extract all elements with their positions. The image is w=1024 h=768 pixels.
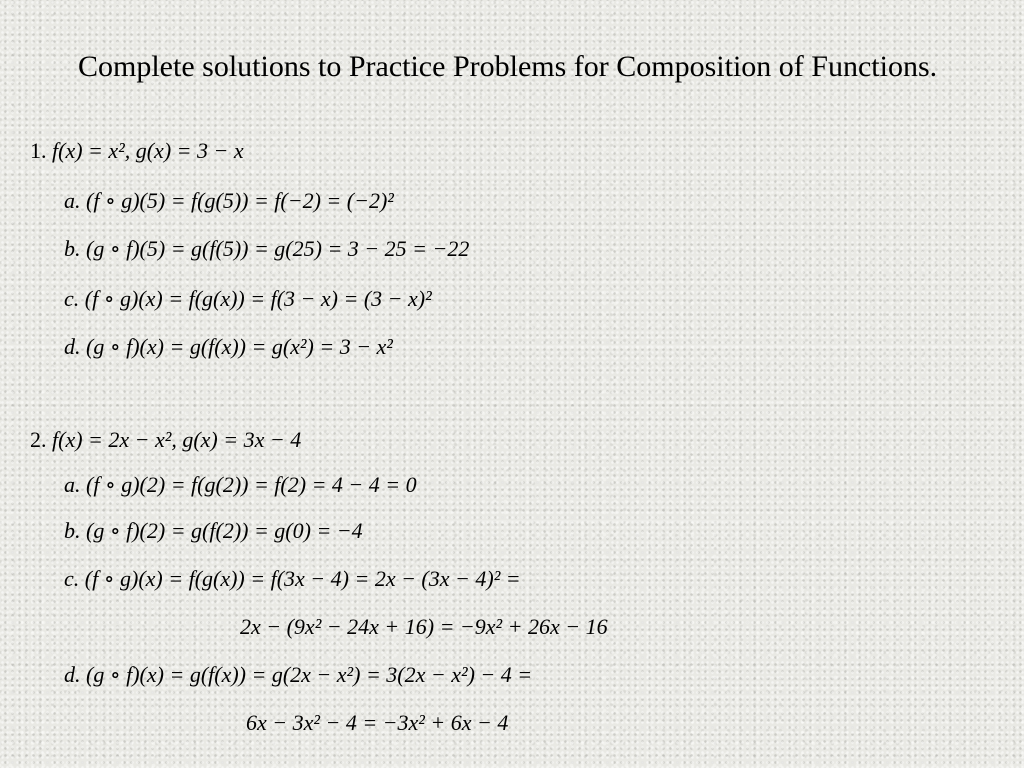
problem-number: 1. [30,138,47,163]
step-expression: (f ∘ g)(x) = f(g(x)) = f(3 − x) = (3 − x)² [84,286,432,311]
problem-2-step-b [64,516,363,546]
given-functions: f(x) = 2x − x², g(x) = 3x − 4 [52,427,302,452]
given-functions: f(x) = x², g(x) = 3 − x [52,138,244,163]
problem-2-step-c-continuation [240,612,608,642]
problem-2-step-d-continuation [246,708,508,738]
problem-1-given [30,136,244,166]
step-continuation: 2x − (9x² − 24x + 16) = −9x² + 26x − 16 [240,614,608,639]
problem-1-step-a [64,186,394,216]
step-expression: (g ∘ f)(x) = g(f(x)) = g(x²) = 3 − x² [86,334,393,359]
step-label: b. [64,518,81,543]
step-continuation: 6x − 3x² − 4 = −3x² + 6x − 4 [246,710,509,735]
step-expression: (g ∘ f)(5) = g(f(5)) = g(25) = 3 − 25 = −22 [86,236,470,261]
step-label: d. [64,662,81,687]
problem-1-step-c [64,284,432,314]
problem-number: 2. [30,427,47,452]
step-expression: (f ∘ g)(2) = f(g(2)) = f(2) = 4 − 4 = 0 [86,472,417,497]
problem-2-step-a [64,470,417,500]
step-label: d. [64,334,81,359]
step-label: a. [64,472,81,497]
problem-2-step-c [64,564,521,594]
step-label: c. [64,566,80,591]
problem-2-step-d [64,660,532,690]
step-label: b. [64,236,81,261]
step-expression: (f ∘ g)(5) = f(g(5)) = f(−2) = (−2)² [86,188,394,213]
problem-1-step-d [64,332,393,362]
step-label: a. [64,188,81,213]
step-expression: (f ∘ g)(x) = f(g(x)) = f(3x − 4) = 2x − (3x − 4)² = [84,566,521,591]
page-title: Complete solutions to Practice Problems for Composition of Functions. [78,50,938,83]
problem-1-step-b [64,234,469,264]
step-expression: (g ∘ f)(x) = g(f(x)) = g(2x − x²) = 3(2x − x²) − 4 = [86,662,533,687]
step-label: c. [64,286,80,311]
problem-2-given [30,425,301,455]
step-expression: (g ∘ f)(2) = g(f(2)) = g(0) = −4 [86,518,363,543]
